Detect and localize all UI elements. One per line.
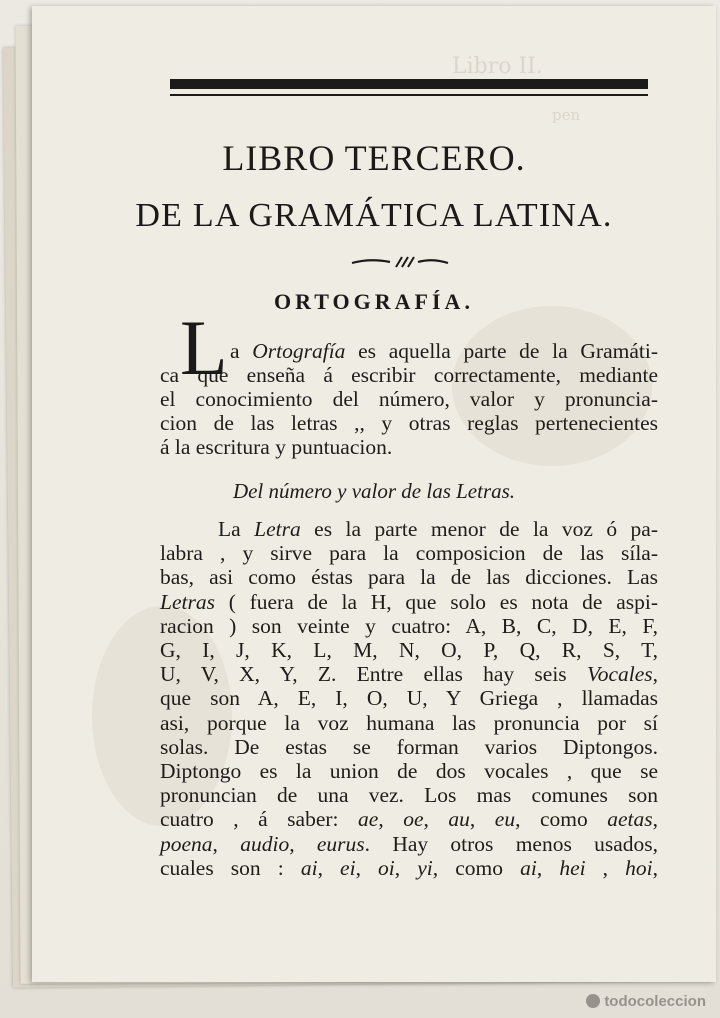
watermark-logo-icon: [586, 994, 600, 1008]
text-line: que son A, E, I, O, U, Y Griega , llamadas: [160, 686, 658, 711]
text-line: racion ) son veinte y cuatro: A, B, C, D, E, F,: [160, 613, 658, 638]
subheading: Del número y valor de las Letras.: [232, 479, 516, 503]
text-line: Letras ( fuera de la H, que solo es nota de aspi-: [160, 589, 658, 614]
text-line: asi, porque la voz humana las pronuncia por sí: [160, 710, 658, 735]
text-line: cuatro , á saber: ae, oe, au, eu, como aetas,: [160, 807, 659, 832]
book-subtitle: DE LA GRAMÁTICA LATINA.: [135, 197, 613, 234]
ornament-icon: [350, 255, 450, 269]
text-line: U, V, X, Y, Z. Entre ellas hay seis Vocales,: [160, 662, 658, 687]
text-line: labra , y sirve para la composicion de las síla-: [160, 541, 658, 566]
text-line: solas. De estas se forman varios Diptongos.: [160, 734, 658, 759]
text-line: cion de las letras ,, y otras reglas pertenecientes: [160, 411, 658, 435]
text-line: a Ortografía es aquella parte de la Gramáti-: [230, 339, 658, 363]
bleed-through-text: pen: [552, 106, 581, 124]
book-title: LIBRO TERCERO.: [222, 138, 526, 178]
text-line: La Letra es la parte menor de la voz ó pa-: [218, 517, 659, 541]
drop-cap: L: [180, 304, 228, 391]
text-line: cuales son : ai, ei, oi, yi, como ai, hei , hoi,: [160, 855, 659, 880]
text-line: poena, audio, eurus. Hay otros menos usados,: [160, 831, 659, 856]
text-line: G, I, J, K, L, M, N, O, P, Q, R, S, T,: [160, 638, 658, 662]
text-line: pronuncian de una vez. Los mas comunes son: [160, 783, 658, 808]
text-line: bas, asi como éstas para la de las dicciones. Las: [160, 565, 658, 590]
text-line: Diptongo es la union de dos vocales , que se: [160, 759, 658, 783]
section-heading: ORTOGRAFÍA.: [274, 289, 474, 314]
text-line: á la escritura y puntuacion.: [160, 435, 393, 459]
bleed-through-text: Libro II.: [452, 54, 543, 79]
text-line: ca que enseña á escribir correctamente, mediante: [160, 363, 658, 387]
header-rule-thick: [170, 79, 648, 89]
header-rule-thin: [170, 94, 648, 96]
watermark: todocoleccion: [586, 993, 706, 1010]
text-line: el conocimiento del número, valor y pronuncia-: [160, 387, 658, 411]
book-page: [32, 6, 716, 982]
